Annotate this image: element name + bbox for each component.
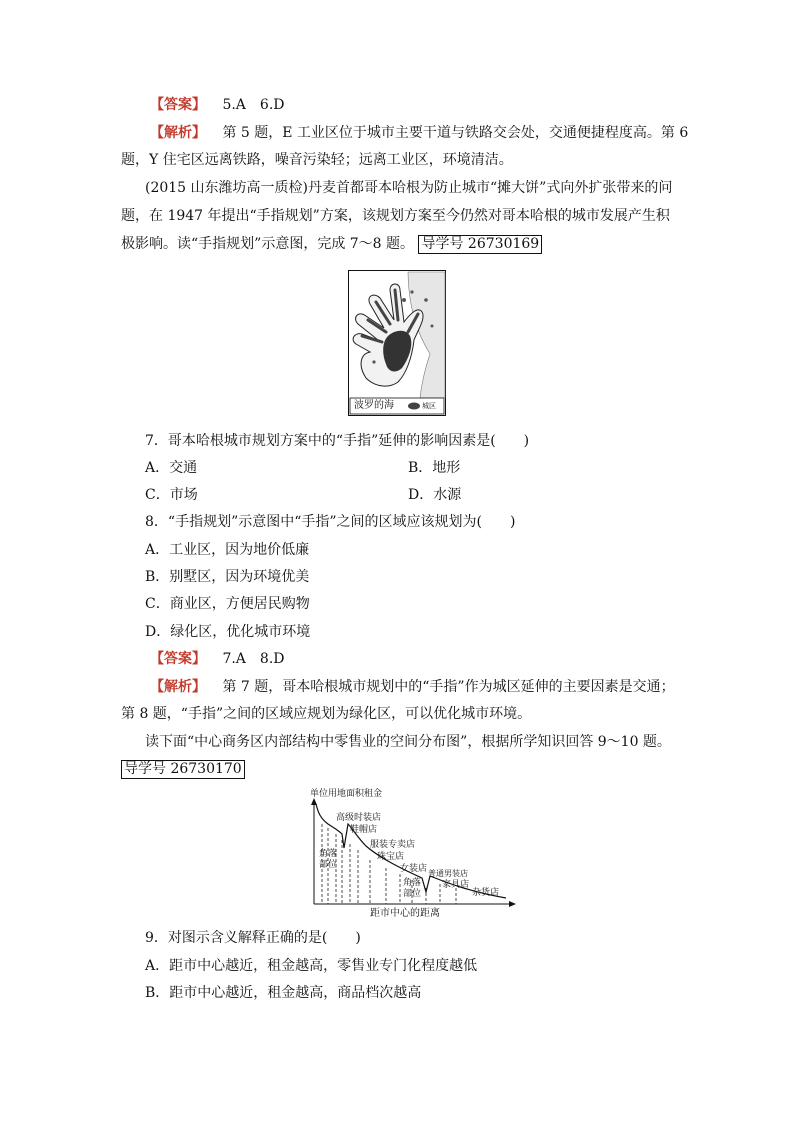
analysis-line-5-6-b: 题，Y 住宅区远离铁路，噪音污染轻；远离工业区，环境清洁。 [121, 152, 513, 168]
x-axis-label: 距市中心的距离 [370, 908, 440, 919]
annotation-corner-2: 角落部位 [403, 878, 422, 899]
y-axis-label: 单位用地面积租金 [310, 789, 383, 799]
q7-stem: 7．哥本哈根城市规划方案中的“手指”延伸的影响因素是( ) [145, 433, 530, 449]
analysis-line-7-8-a [150, 677, 675, 697]
intro-7-8-line3 [121, 234, 542, 254]
analysis-tag: 【解析】 [150, 125, 206, 141]
q7-option-c: C．市场 [145, 487, 198, 503]
annotation-corner-1: 角落部位 [319, 849, 338, 870]
answer-line-7-8 [150, 649, 285, 669]
annotation-mens-wear: 普通男装店 [428, 869, 468, 878]
q7-option-a: A．交通 [145, 460, 198, 476]
x-axis-arrow [509, 901, 516, 907]
intro-7-8-text: 极影响。读“手指规划”示意图，完成 7～8 题。 [121, 236, 415, 252]
analysis-text: 第 7 题，哥本哈根城市规划中的“手指”作为城区延伸的主要因素是交通； [222, 679, 675, 695]
q9-option-b: B．距市中心越近，租金越高，商品档次越高 [145, 985, 422, 1001]
answer-text: 7.A 8.D [222, 651, 285, 667]
legend-city-label: 城区 [422, 402, 436, 410]
annotation-jewelry: 珠宝店 [377, 852, 405, 862]
q8-option-a: A．工业区，因为地价低廉 [145, 542, 310, 558]
finger-plan-map [348, 270, 446, 416]
annotation-high-fashion: 高级时装店 [336, 813, 382, 823]
q8-option-b: B．别墅区，因为环境优美 [145, 569, 310, 585]
annotation-grocery: 杂货店 [472, 888, 500, 898]
rent-distance-chart [300, 788, 522, 922]
annotation-furniture: 家具店 [442, 880, 470, 890]
guide-number-box: 导学号 26730170 [121, 760, 245, 779]
q8-stem: 8．“手指规划”示意图中“手指”之间的区域应该规划为( ) [145, 514, 516, 530]
answer-tag: 【答案】 [150, 651, 206, 667]
analysis-tag: 【解析】 [150, 679, 206, 695]
q9-stem: 9．对图示含义解释正确的是( ) [145, 930, 361, 946]
answer-text: 5.A 6.D [222, 97, 285, 113]
annotation-clothing-store: 服装专卖店 [370, 840, 416, 850]
intro-9-10-line1: 读下面“中心商务区内部结构中零售业的空间分布图”，根据所学知识回答 9～10 题。 [145, 734, 671, 750]
annotation-shoes-hats: 鞋帽店 [350, 825, 378, 835]
answer-line-5-6 [150, 95, 285, 115]
answer-tag: 【答案】 [150, 97, 206, 113]
q7-option-b: B．地形 [408, 460, 461, 476]
intro-7-8-line2: 题，在 1947 年提出“手指规划”方案，该规划方案至今仍然对哥本哈根的城市发展产生积 [121, 208, 670, 224]
q8-option-c: C．商业区，方便居民购物 [145, 596, 310, 612]
q7-option-d: D．水源 [408, 487, 462, 503]
q9-option-a: A．距市中心越近，租金越高，零售业专门化程度越低 [145, 958, 478, 974]
annotation-womens-wear: 女装店 [400, 864, 428, 874]
sea-label: 波罗的海 [354, 400, 394, 411]
intro-7-8-line1: (2015 山东潍坊高一质检)丹麦首都哥本哈根为防止城市“摊大饼”式向外扩张带来的问 [145, 180, 673, 196]
finger-plan-figure [348, 270, 446, 416]
intro-9-10-guide [121, 759, 245, 779]
analysis-text: 第 5 题，E 工业区位于城市主要干道与铁路交会处，交通便捷程度高。第 6 [222, 125, 689, 141]
analysis-line-7-8-b: 第 8 题，“手指”之间的区域应规划为绿化区，可以优化城市环境。 [121, 706, 532, 722]
analysis-line-5-6-a [150, 123, 688, 143]
guide-number-box: 导学号 26730169 [418, 235, 542, 254]
q8-option-d: D．绿化区，优化城市环境 [145, 624, 311, 640]
